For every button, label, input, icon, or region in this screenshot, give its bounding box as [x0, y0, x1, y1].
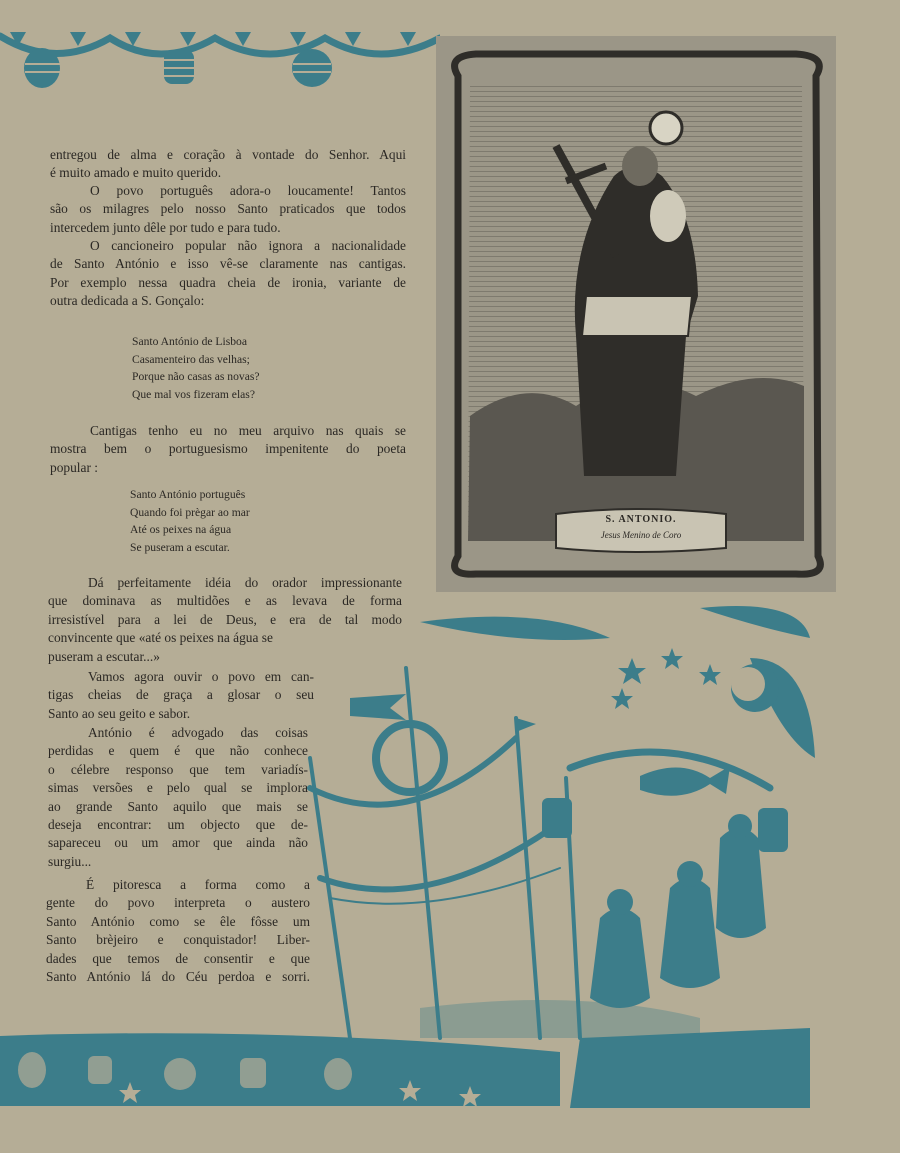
text-line: Por exemplo nessa quadra cheia de ironia, variante de [50, 274, 406, 290]
text-line: sapareceu ou um amor que ainda não [48, 835, 308, 851]
verse-line: Santo António de Lisboa [132, 335, 247, 348]
text-line: o célebre responso que tem variadís- [48, 761, 308, 777]
text-line: que dominava as multidões e as levava de forma [48, 593, 402, 609]
text-line: convincente que «até os peixes na água se [48, 630, 273, 646]
bottom-garland-illustration [0, 1030, 560, 1106]
text-line: tigas cheias de graça a glosar o seu [48, 687, 314, 703]
text-line: mostra bem o portuguesismo impenitente do poeta [50, 441, 406, 457]
text-line: António é advogado das coisas [88, 725, 308, 740]
paragraph-4 [50, 422, 406, 477]
verse-line: Porque não casas as novas? [132, 370, 260, 383]
verse-line: Quando foi prègar ao mar [130, 505, 250, 519]
text-line: irresistível para a lei de Deus, e era de tal modo [48, 611, 402, 627]
text-line: de Santo António e isso vê-se claramente nas cantigas. [50, 256, 406, 272]
paragraph-5 [48, 574, 402, 666]
engraving-subcaption: Jesus Menino de Coro [600, 530, 682, 540]
text-line: outra dedicada a S. Gonçalo: [50, 293, 205, 309]
text-line: surgiu... [48, 853, 92, 869]
text-line: puseram a escutar...» [48, 648, 160, 664]
text-line: é muito amado e muito querido. [50, 165, 222, 181]
text-line: Santo António como se êle fôsse um [46, 913, 310, 929]
engraving-caption: S. ANTONIO. [605, 514, 677, 525]
text-line: O povo português adora-o loucamente! Tantos [90, 183, 406, 198]
text-line: O cancioneiro popular não ignora a nacionalidade [90, 238, 406, 253]
text-line: Santo brèjeiro e conquistador! Liber- [46, 932, 310, 948]
verse-line: Santo António português [130, 488, 246, 501]
saint-antonio-engraving [436, 36, 836, 592]
verse-line: Que mal vos fizeram elas? [132, 387, 255, 401]
verse-line: Até os peixes na água [130, 523, 232, 536]
text-line: são os milagres pelo nosso Santo praticados que todos [50, 201, 406, 217]
paragraph-3 [50, 237, 406, 311]
paragraph-8 [46, 876, 310, 986]
text-line: perdidas e quem é que não conhece [48, 743, 308, 759]
paragraph-6 [48, 668, 314, 723]
text-line: Santo ao seu geito e sabor. [48, 705, 191, 721]
text-line: Dá perfeitamente idéia do orador impressionante [88, 575, 402, 590]
text-line: popular : [50, 459, 98, 475]
text-line: simas versões e pelo qual se implora [48, 780, 308, 796]
text-line: gente do povo interpreta o austero [46, 895, 310, 911]
verse-quatrain-1 [132, 333, 260, 403]
text-line: intercedem junto dêle por tudo e para tudo. [50, 219, 281, 235]
paragraph-7 [48, 724, 308, 871]
text-line: É pitoresca a forma como a [86, 877, 310, 892]
text-line: entregou de alma e coração à vontade do Senhor. Aqui [50, 147, 406, 162]
text-line: deseja encontrar: um objecto que de- [48, 817, 308, 833]
text-line: ao grande Santo aquilo que mais se [48, 798, 308, 814]
verse-line: Se puseram a escutar. [130, 540, 230, 554]
text-line: Vamos agora ouvir o povo em can- [88, 669, 314, 684]
top-garland-illustration [0, 28, 440, 92]
verse-quatrain-2 [130, 486, 250, 556]
verse-line: Casamenteiro das velhas; [132, 352, 250, 366]
text-line: Santo António lá do Céu perdoa e sorri. [46, 969, 310, 985]
paragraph-1 [50, 146, 406, 183]
text-line: dades que temos de consentir e que [46, 950, 310, 966]
paragraph-2 [50, 182, 406, 237]
text-line: Cantigas tenho eu no meu arquivo nas quais se [90, 423, 406, 438]
